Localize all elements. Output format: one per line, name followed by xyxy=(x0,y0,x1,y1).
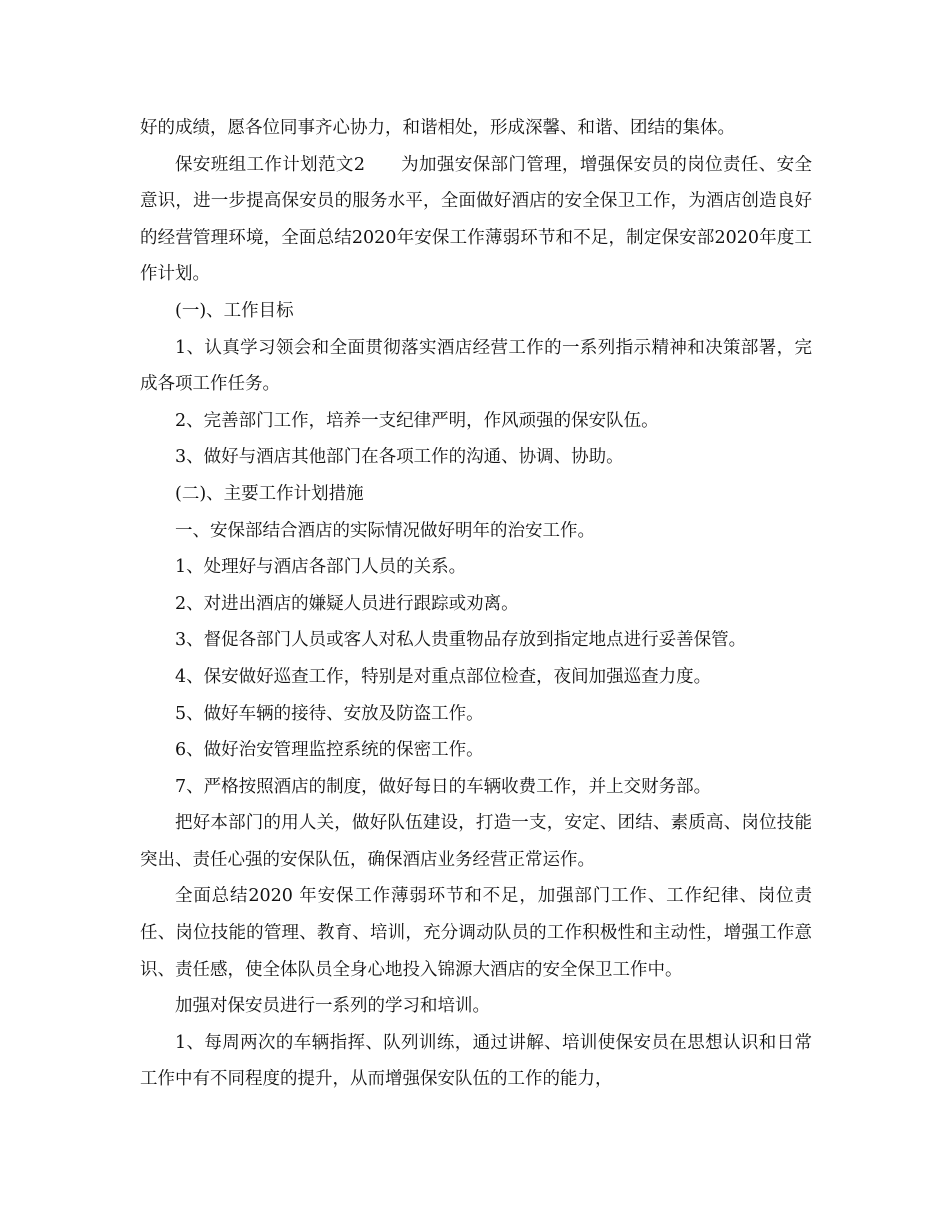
measure-heading-1: 一、安保部结合酒店的实际情况做好明年的治安工作。 xyxy=(175,520,595,541)
measure-item-5: 5、做好车辆的接待、安放及防盗工作。 xyxy=(175,703,484,724)
paragraph-summary: 全面总结2020 年安保工作薄弱环节和不足，加强部门工作、工作纪律、岗位责任、岗位技能的管理、教育、培训，充分调动队员的工作积极性和主动性，增强工作意识、责任感，使全体队员全身心地投入锦源大酒店的安全保卫工作中。 xyxy=(140,886,812,980)
paragraph-continuation: 好的成绩，愿各位同事齐心协力，和谐相处，形成深馨、和谐、团结的集体。 xyxy=(140,118,735,138)
measure-item-1: 1、处理好与酒店各部门人员的关系。 xyxy=(175,557,467,578)
goal-item-3: 3、做好与酒店其他部门在各项工作的沟通、协调、协助。 xyxy=(175,447,624,468)
measure-item-3: 3、督促各部门人员或客人对私人贵重物品存放到指定地点进行妥善保管。 xyxy=(175,630,747,651)
measure-item-2: 2、对进出酒店的嫌疑人员进行跟踪或劝离。 xyxy=(175,593,519,614)
paragraph-intro: 保安班组工作计划范文2 为加强安保部门管理，增强保安员的岗位责任、安全意识，进一步提高保安员的服务水平，全面做好酒店的安全保卫工作，为酒店创造良好的经营管理环境，全面总结2020年安保工作薄弱环节和不足，制定保安部2020年度工作计划。 xyxy=(140,154,812,285)
section-heading-measures: (二)、主要工作计划措施 xyxy=(175,483,364,504)
paragraph-training-heading: 加强对保安员进行一系列的学习和培训。 xyxy=(175,996,490,1017)
document-body xyxy=(140,110,812,1098)
measure-item-7: 7、严格按照酒店的制度，做好每日的车辆收费工作，并上交财务部。 xyxy=(175,776,712,797)
measure-item-6: 6、做好治安管理监控系统的保密工作。 xyxy=(175,740,484,761)
goal-item-1: 1、认真学习领会和全面贯彻落实酒店经营工作的一系列指示精神和决策部署，完成各项工作任务。 xyxy=(140,337,812,395)
measure-item-4: 4、保安做好巡查工作，特别是对重点部位检查，夜间加强巡查力度。 xyxy=(175,666,712,687)
paragraph-team-building: 把好本部门的用人关，做好队伍建设，打造一支，安定、团结、素质高、岗位技能突出、责任心强的安保队伍，确保酒店业务经营正常运作。 xyxy=(140,813,812,870)
goal-item-2: 2、完善部门工作，培养一支纪律严明，作风顽强的保安队伍。 xyxy=(175,410,659,431)
section-heading-goals: (一)、工作目标 xyxy=(175,300,294,321)
training-item-1: 1、每周两次的车辆指挥、队列训练，通过讲解、培训使保安员在思想认识和日常工作中有不同程度的提升，从而增强保安队伍的工作的能力， xyxy=(140,1032,812,1090)
